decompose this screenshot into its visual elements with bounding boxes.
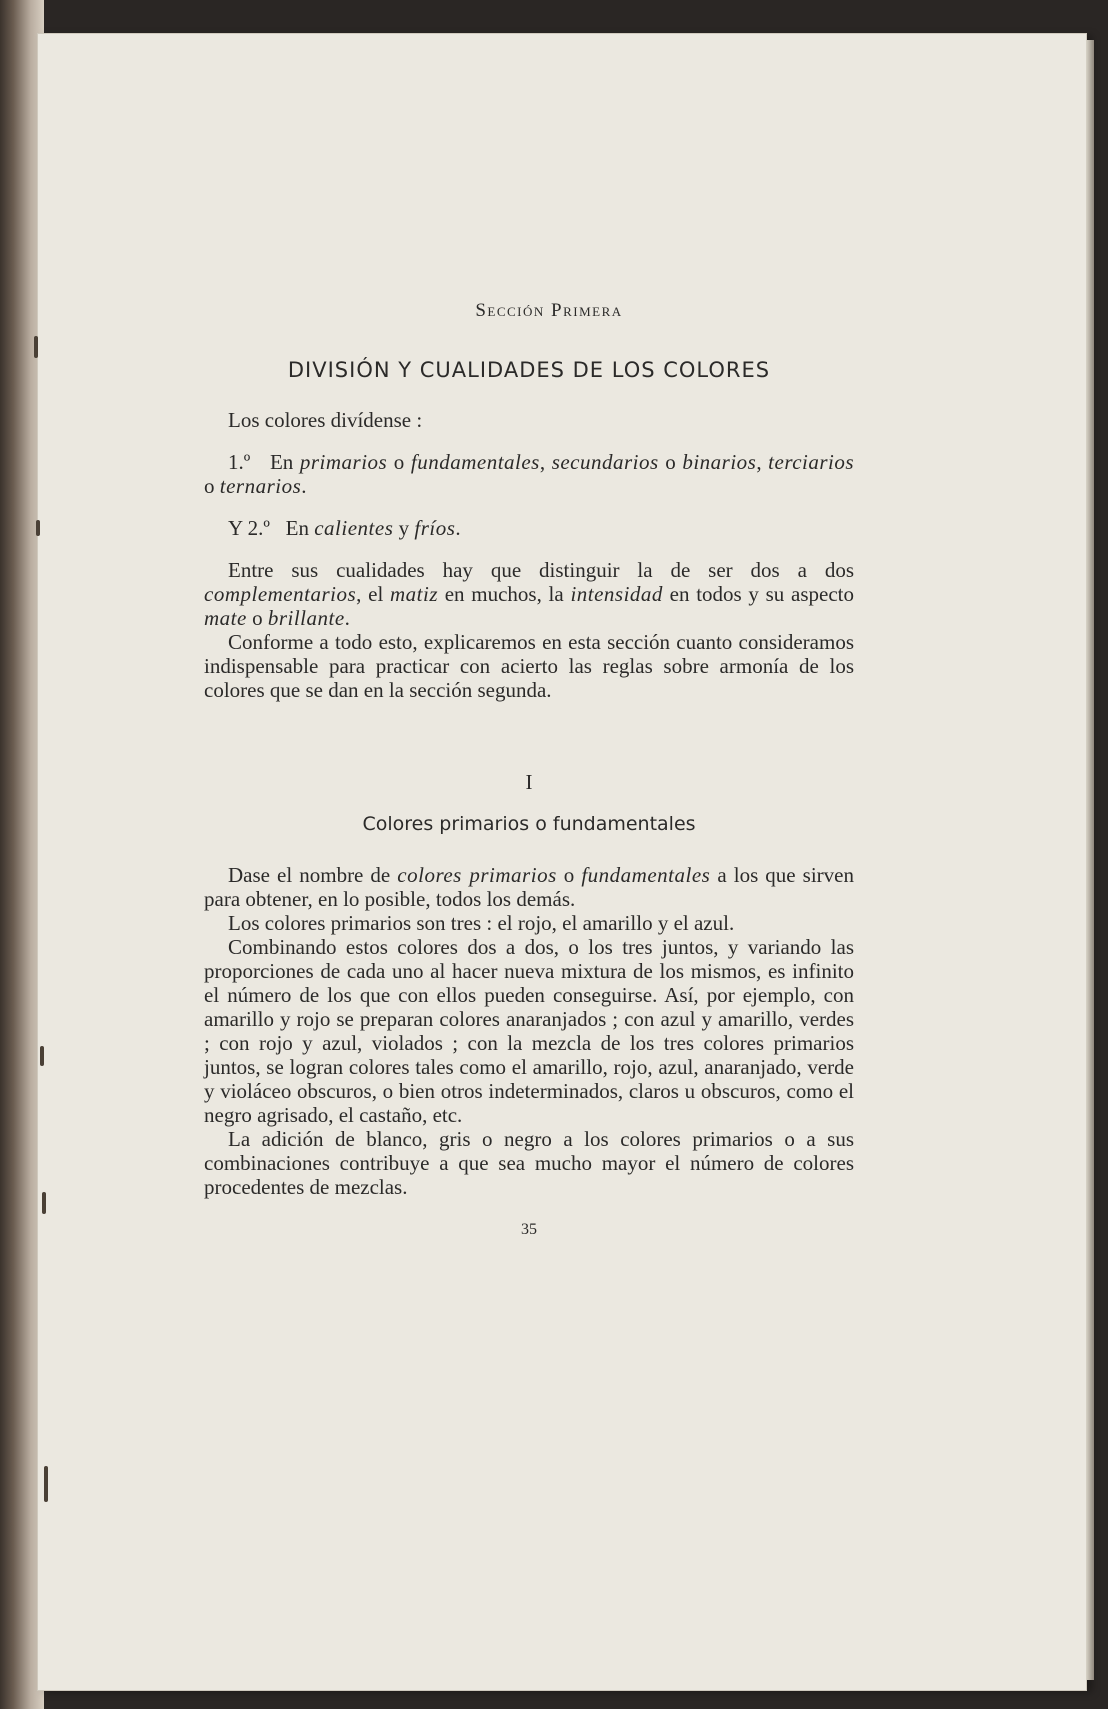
combination-paragraph: Combinando estos colores dos a dos, o los tres juntos, y variando las proporciones de cada uno al hacer nueva mixtura de los mismos, es infinito el número de los que con ellos pueden conseguirse. Así, por ejemplo, con amarillo y rojo se preparan colores anaranjados ; con azul y amarillo, verdes ; con rojo y azul, violados ; con la mezcla de los tres colores primarios juntos, se logran colores tales como el amarillo, rojo, azul, anaranjado, verde y violáceo obscuros, o bien otros indeterminados, claros u obscuros, como el negro agrisado, el castaño, etc. <box>204 935 854 1127</box>
page-edge <box>1086 40 1094 1680</box>
section-heading: Sección Primera <box>475 300 623 321</box>
addition-paragraph: La adición de blanco, gris o negro a los colores primarios o a sus combinaciones contribuye a que sea mucho mayor el número de colores procedentes de mezclas. <box>204 1127 854 1199</box>
intro-paragraph: Los colores divídense : <box>228 408 423 432</box>
binding-mark <box>42 1192 46 1214</box>
definition-paragraph: Dase el nombre de colores primarios o fundamentales a los que sirven para obtener, en lo posible, todos los demás. <box>204 863 854 911</box>
conforme-paragraph: Conforme a todo esto, explicaremos en esta sección cuanto consideramos indispensable para practicar con acierto las reglas sobre armonía de los colores que se dan en la sección segunda. <box>204 630 854 702</box>
qualities-paragraph: Entre sus cualidades hay que distinguir la de ser dos a dos complementarios, el matiz en muchos, la intensidad en todos y su aspecto mate o brillante. <box>204 558 854 630</box>
page-content <box>204 300 854 1239</box>
binding-mark <box>44 1466 48 1502</box>
subsection-number: I <box>525 770 533 794</box>
binding-mark <box>40 1046 44 1066</box>
binding-mark <box>34 336 38 358</box>
list-item-2: Y 2.º En calientes y fríos. <box>228 516 461 540</box>
binding-mark <box>36 520 40 536</box>
chapter-title: DIVISIÓN Y CUALIDADES DE LOS COLORES <box>287 358 771 382</box>
page-number: 35 <box>521 1221 537 1238</box>
list-item-1: 1.º En primarios o fundamentales, secundarios o binarios, terciarios o ternarios. <box>204 450 855 498</box>
primary-colors-paragraph: Los colores primarios son tres : el rojo, el amarillo y el azul. <box>228 911 735 935</box>
subsection-title: Colores primarios o fundamentales <box>362 813 696 835</box>
